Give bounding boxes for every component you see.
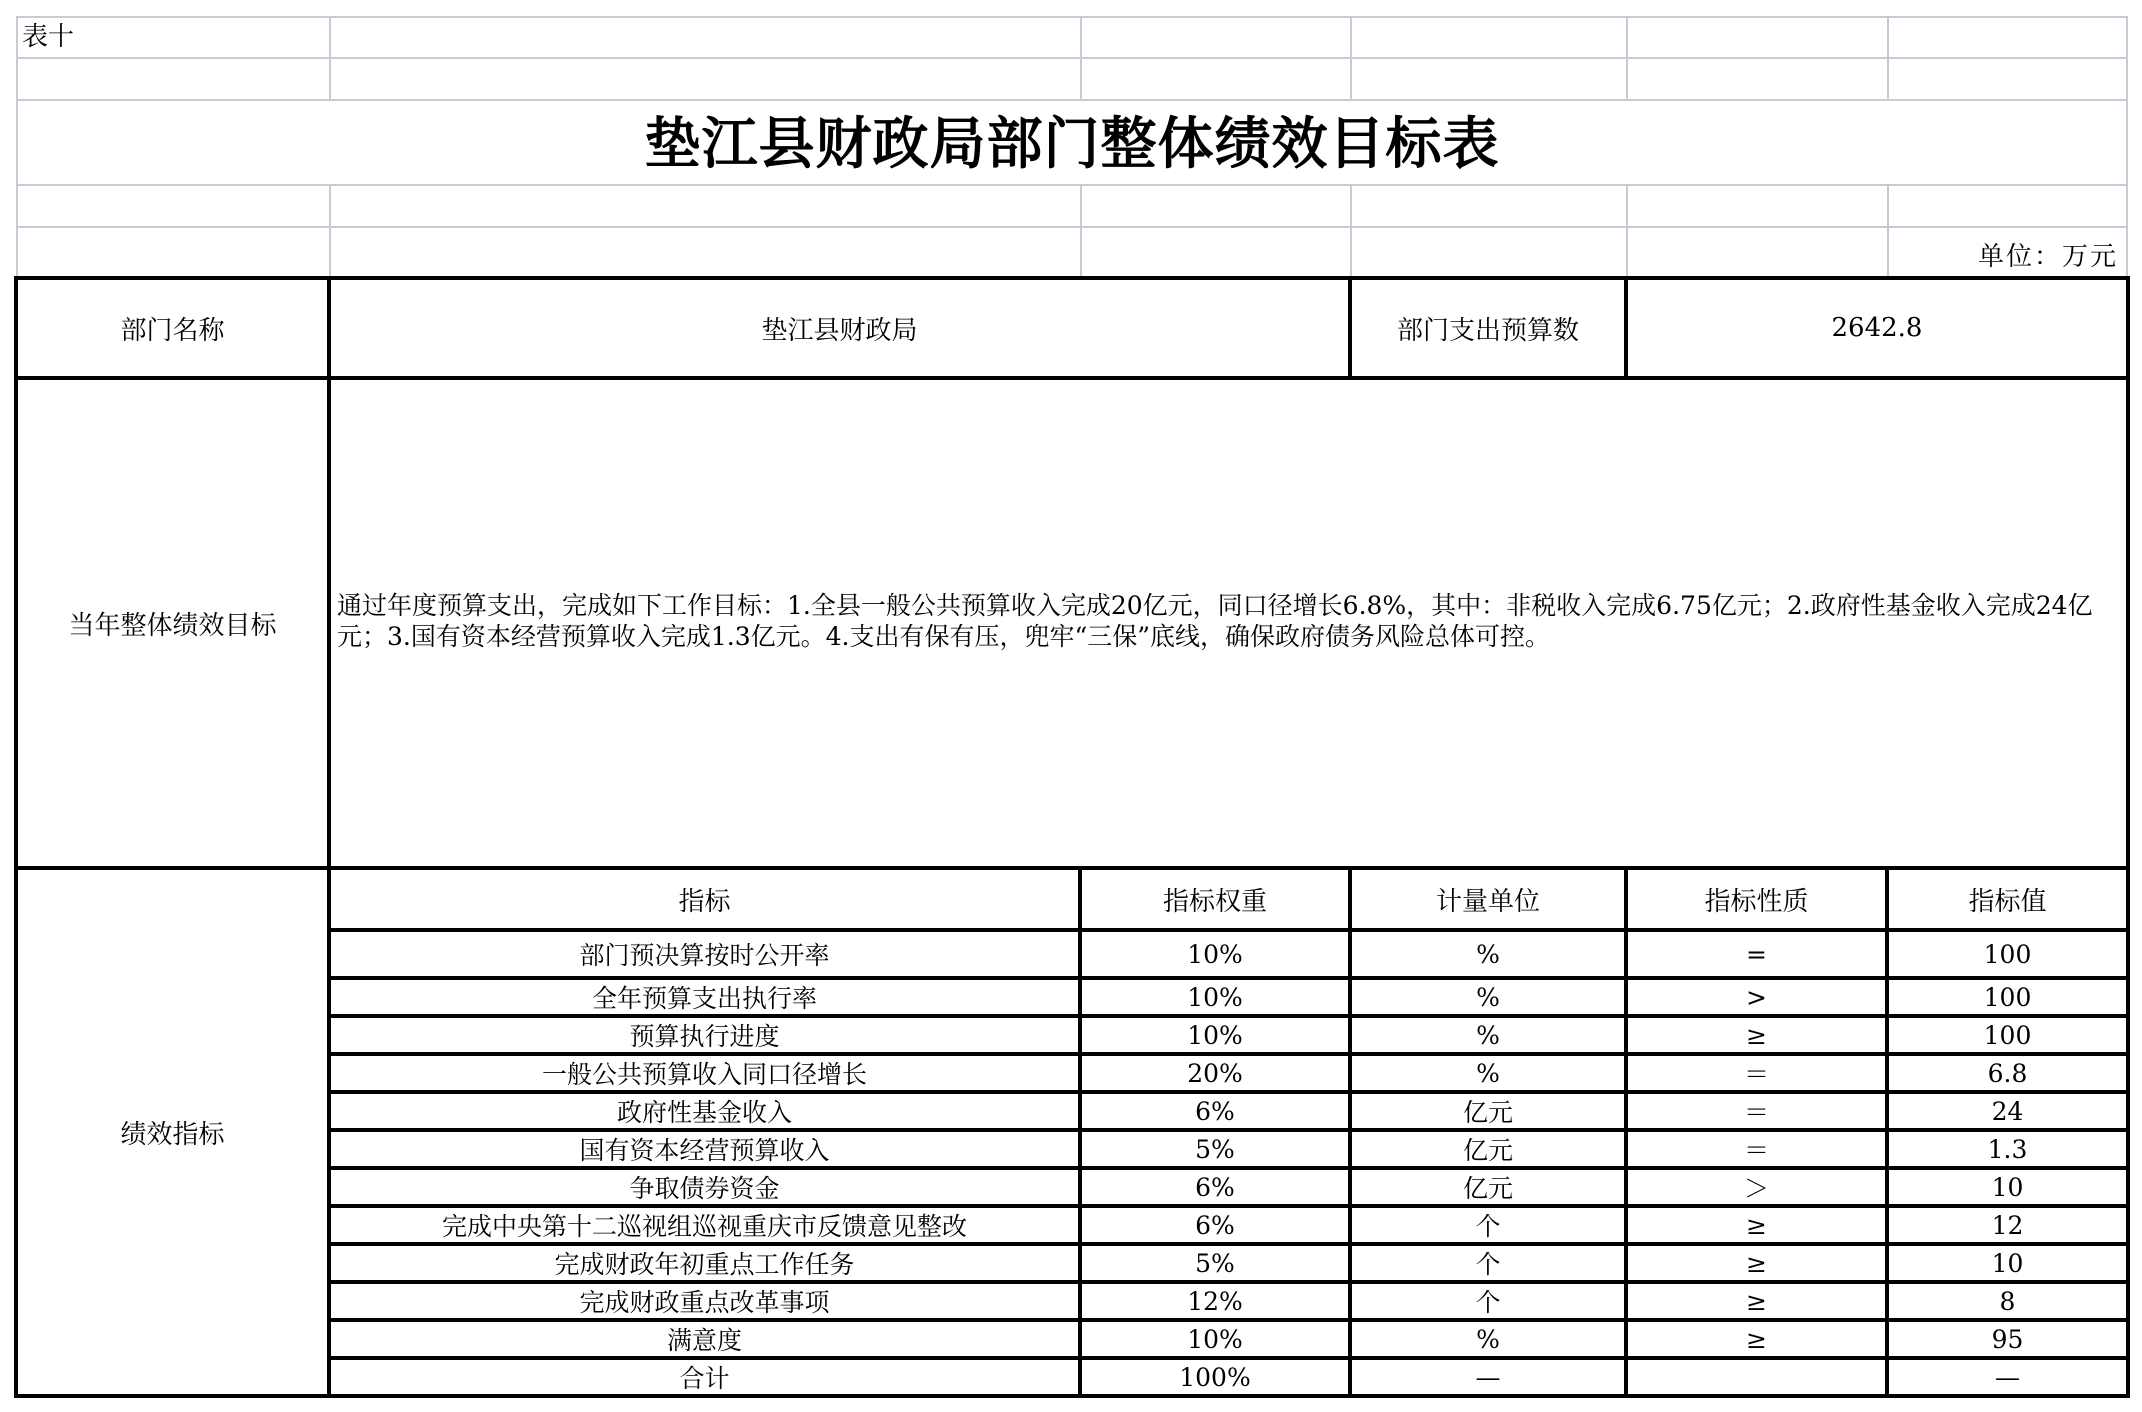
indicator-name: 完成财政年初重点工作任务 <box>554 1250 855 1279</box>
gridline <box>1080 184 1082 278</box>
gridline <box>1887 184 1889 278</box>
indicator-nature: ≥ <box>1746 1248 1767 1278</box>
indicator-weight: 10% <box>1187 1324 1243 1354</box>
gridline <box>1350 16 1352 100</box>
indicator-weight: 10% <box>1187 1020 1243 1050</box>
indicator-unit: 亿元 <box>1462 1136 1513 1165</box>
indicator-name: 国有资本经营预算收入 <box>579 1136 830 1165</box>
gridline <box>1626 16 1628 100</box>
indicator-value: 8 <box>1999 1286 2016 1316</box>
gridline <box>1080 16 1082 100</box>
indicator-unit: % <box>1476 982 1500 1012</box>
indicator-value: 95 <box>1991 1324 2024 1354</box>
indicator-value: 6.8 <box>1987 1058 2028 1088</box>
indicator-unit: % <box>1476 1058 1500 1088</box>
indicator-value: 100 <box>1983 982 2032 1012</box>
gridline <box>16 226 2128 228</box>
table-border <box>14 376 2130 380</box>
dept-budget-label: 部门支出预算数 <box>1396 315 1579 346</box>
indicator-weight: 5% <box>1195 1134 1235 1164</box>
weight-header: 指标权重 <box>1162 886 1267 917</box>
indicator-nature: ≥ <box>1746 1020 1767 1050</box>
indicator-value: 12 <box>1991 1210 2024 1240</box>
indicator-weight: 6% <box>1195 1210 1235 1240</box>
indicator-nature: ＝ <box>1743 1136 1769 1165</box>
total-value: — <box>1995 1362 2020 1392</box>
indicator-value: 10 <box>1991 1172 2024 1202</box>
gridline <box>16 57 2128 59</box>
dept-name-value: 垫江县财政局 <box>761 315 918 346</box>
indicator-nature: ＝ <box>1743 1060 1769 1089</box>
total-unit: — <box>1475 1362 1501 1392</box>
indicator-nature: ≥ <box>1746 1324 1767 1354</box>
indicator-unit: % <box>1476 1324 1500 1354</box>
indicator-weight: 6% <box>1195 1096 1235 1126</box>
indicator-unit: % <box>1476 1020 1500 1050</box>
indicator-unit: 亿元 <box>1462 1098 1513 1127</box>
indicator-value: 1.3 <box>1987 1134 2028 1164</box>
gridline <box>329 16 331 100</box>
unit-header: 计量单位 <box>1435 886 1540 917</box>
indicator-unit: 个 <box>1475 1250 1501 1279</box>
indicator-nature: ≥ <box>1746 1286 1767 1316</box>
indicator-name: 满意度 <box>666 1326 742 1355</box>
gridline <box>16 184 2128 186</box>
indicator-nature: = <box>1746 939 1767 969</box>
table-border <box>14 1394 2130 1398</box>
indicator-unit: 个 <box>1475 1212 1501 1241</box>
indicator-name: 部门预决算按时公开率 <box>579 941 830 970</box>
indicator-weight: 20% <box>1187 1058 1243 1088</box>
indicator-name: 完成中央第十二巡视组巡视重庆市反馈意见整改 <box>441 1212 967 1241</box>
indicator-unit: % <box>1476 939 1500 969</box>
total-label: 合计 <box>679 1364 730 1393</box>
indicator-unit: 个 <box>1475 1288 1501 1317</box>
indicator-unit: 亿元 <box>1462 1174 1513 1203</box>
gridline <box>16 16 2128 18</box>
indicator-name: 一般公共预算收入同口径增长 <box>541 1060 867 1089</box>
nature-header: 指标性质 <box>1704 886 1809 917</box>
gridline <box>1887 16 1889 100</box>
indicator-value: 100 <box>1983 939 2032 969</box>
indicator-weight: 10% <box>1187 982 1243 1012</box>
indicator-weight: 6% <box>1195 1172 1235 1202</box>
indicator-name: 政府性基金收入 <box>616 1098 792 1127</box>
gridline <box>1626 184 1628 278</box>
page-title: 垫江县财政局部门整体绩效目标表 <box>644 111 1500 177</box>
unit-label: 单位：万元 <box>1977 241 2118 272</box>
indicator-nature: ＞ <box>1743 1174 1769 1203</box>
indicator-weight: 10% <box>1187 939 1243 969</box>
indicator-nature: ＝ <box>1743 1098 1769 1127</box>
indicators-section-label: 绩效指标 <box>120 1119 225 1150</box>
indicator-name: 全年预算支出执行率 <box>591 984 817 1013</box>
indicator-nature: ≥ <box>1746 1210 1767 1240</box>
indicator-header: 指标 <box>678 886 731 917</box>
total-weight: 100% <box>1179 1362 1251 1392</box>
dept-budget-value: 2642.8 <box>1831 313 1923 343</box>
indicator-nature: > <box>1746 982 1767 1012</box>
indicator-weight: 12% <box>1187 1286 1243 1316</box>
value-header: 指标值 <box>1968 886 2047 917</box>
indicator-weight: 5% <box>1195 1248 1235 1278</box>
gridline <box>1350 184 1352 278</box>
indicator-name: 预算执行进度 <box>629 1022 780 1051</box>
indicator-name: 争取债券资金 <box>629 1174 780 1203</box>
indicator-value: 10 <box>1991 1248 2024 1278</box>
indicator-name: 完成财政重点改革事项 <box>579 1288 830 1317</box>
gridline <box>329 184 331 278</box>
indicator-value: 24 <box>1991 1096 2024 1126</box>
dept-name-label: 部门名称 <box>120 315 225 346</box>
goal-label: 当年整体绩效目标 <box>68 610 277 641</box>
total-nature <box>1628 1360 1885 1394</box>
indicator-value: 100 <box>1983 1020 2032 1050</box>
goal-text: 通过年度预算支出，完成如下工作目标：1.全县一般公共预算收入完成20亿元，同口径增长6.8%，其中：非税收入完成6.75亿元；2.政府性基金收入完成24亿元；3.国有资本经营预算收入完成1.3亿元。4.支出有保有压，兜牢“三保”底线，确保政府债务风险总体可控。 <box>337 591 2093 651</box>
table-border <box>2126 276 2130 1398</box>
sheet-label: 表十 <box>22 22 75 52</box>
